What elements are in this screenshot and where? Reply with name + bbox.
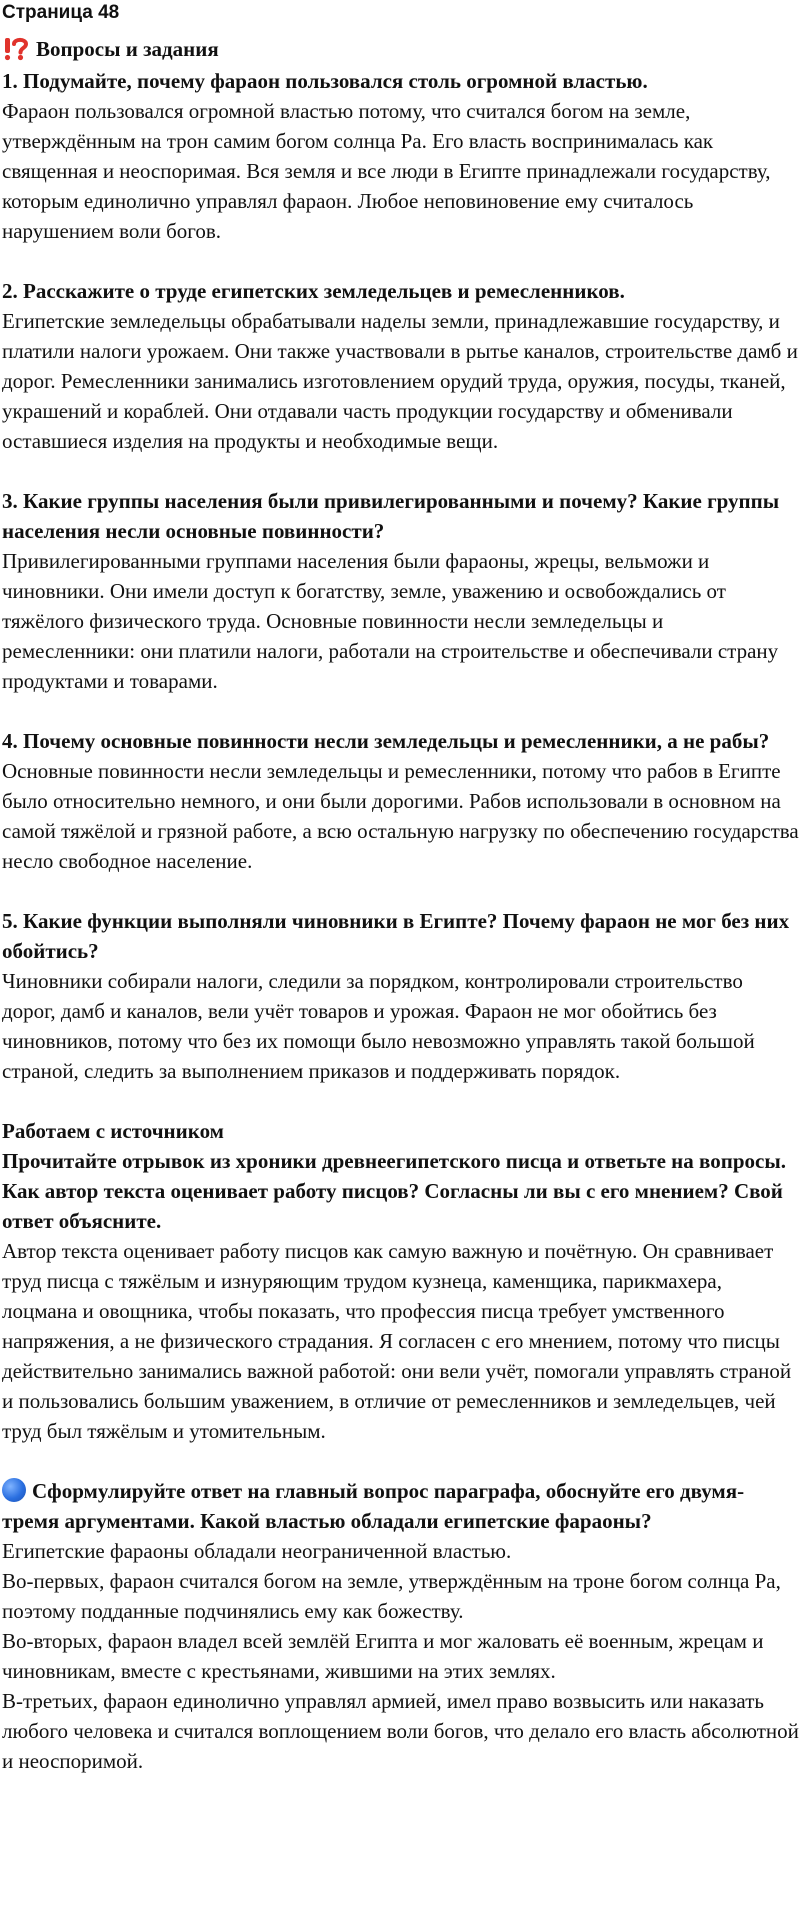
main-question-block: [2, 1476, 800, 1776]
main-answer-line: Во-первых, фараон считался богом на земле, утверждённым на троне богом солнца Ра, поэтому подданные подчинялись ему как божеству.: [2, 1569, 781, 1623]
document-body: [2, 34, 800, 1776]
question-title: 3. Какие группы населения были привилегированными и почему? Какие группы населения несли основные повинности?: [2, 489, 780, 543]
questions-list: [2, 66, 800, 1446]
page-title: Страница 48: [2, 2, 120, 23]
question-answer: Привилегированными группами населения были фараоны, жрецы, вельможи и чиновники. Они имели доступ к богатству, земле, уважению и освобождались от тяжёлого физического труда. Основные повинности несли земледельцы и ремесленники: они платили налоги, работали на строительстве и обеспечивали страну продуктами и товарами.: [2, 549, 779, 693]
source-work-block: [2, 1116, 800, 1446]
question-item: [2, 726, 800, 876]
section-heading: [2, 34, 800, 64]
question-title: 5. Какие функции выполняли чиновники в Египте? Почему фараон не мог без них обойтись?: [2, 909, 790, 963]
double-exclamation-question-icon: [2, 36, 28, 62]
question-item: [2, 906, 800, 1086]
question-answer: Чиновники собирали налоги, следили за порядком, контролировали строительство дорог, дамб и каналов, вели учёт товаров и урожая. Фараон не мог обойтись без чиновников, потому что без их помощи было невозможно управлять такой большой страной, следить за выполнением приказов и поддерживать порядок.: [2, 969, 755, 1083]
question-item: [2, 276, 800, 456]
question-answer: Основные повинности несли земледельцы и ремесленники, потому что рабов в Египте было относительно немного, и они были дорогими. Рабов использовали в основном на самой тяжёлой и грязной работе, а всю остальную нагрузку по обеспечению государства несло свободное население.: [2, 759, 799, 873]
question-item: [2, 66, 800, 246]
section-heading-text: Вопросы и задания: [36, 37, 219, 61]
main-answer-line: Египетские фараоны обладали неограниченной властью.: [2, 1539, 512, 1563]
question-answer: Египетские земледельцы обрабатывали наделы земли, принадлежавшие государству, и платили налоги урожаем. Они также участвовали в рытье каналов, строительстве дамб и дорог. Ремесленники занимались изготовлением орудий труда, оружия, посуды, тканей, украшений и кораблей. Они отдавали часть продукции государству и обменивали оставшиеся изделия на продукты и необходимые вещи.: [2, 309, 798, 453]
question-title: 1. Подумайте, почему фараон пользовался столь огромной властью.: [2, 69, 648, 93]
main-question-title: [2, 1476, 800, 1536]
question-title: 4. Почему основные повинности несли земледельцы и ремесленники, а не рабы?: [2, 729, 770, 753]
blue-circle-icon: [2, 1478, 26, 1502]
main-answer-line: Во-вторых, фараон владел всей землёй Египта и мог жаловать её военным, жрецам и чиновникам, вместе с крестьянами, жившими на этих землях.: [2, 1629, 764, 1683]
main-answer-line: В-третьих, фараон единолично управлял армией, имел право возвысить или наказать любого человека и считался воплощением воли богов, что делало его власть абсолютной и неоспоримой.: [2, 1689, 799, 1773]
question-answer: Фараон пользовался огромной властью потому, что считался богом на земле, утверждённым на трон самим богом солнца Ра. Его власть воспринималась как священная и неоспоримая. Вся земля и все люди в Египте принадлежали государству, которым единолично управлял фараон. Любое неповиновение ему считалось нарушением воли богов.: [2, 99, 771, 243]
main-question-title-text: Сформулируйте ответ на главный вопрос параграфа, обоснуйте его двумя-тремя аргументами. Какой властью обладали египетские фараоны?: [2, 1479, 745, 1533]
source-work-label: Работаем с источником: [2, 1119, 224, 1143]
source-work-answer: Автор текста оценивает работу писцов как самую важную и почётную. Он сравнивает труд писца с тяжёлым и изнуряющим трудом кузнеца, каменщика, парикмахера, лоцмана и овощника, чтобы показать, что профессия писца требует умственного напряжения, а не физического страдания. Я согласен с его мнением, потому что писцы действительно занимались важной работой: они вели учёт, помогали управлять страной и пользовались большим уважением, в отличие от ремесленников и земледельцев, чей труд был тяжёлым и утомительным.: [2, 1239, 792, 1443]
source-work-task: Прочитайте отрывок из хроники древнеегипетского писца и ответьте на вопросы. Как автор текста оценивает работу писцов? Согласны ли вы с его мнением? Свой ответ объясните.: [2, 1149, 786, 1233]
question-item: [2, 486, 800, 696]
question-title: 2. Расскажите о труде египетских земледельцев и ремесленников.: [2, 279, 625, 303]
